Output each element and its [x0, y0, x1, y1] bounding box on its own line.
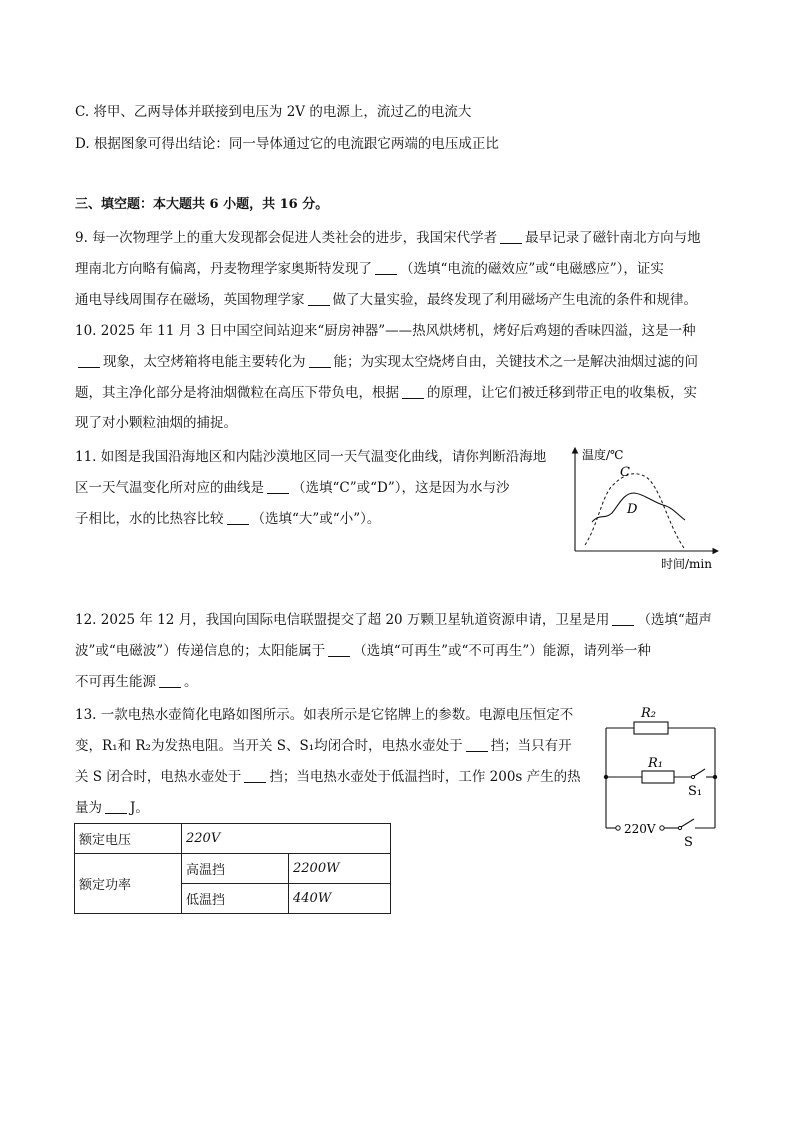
- rated-voltage-label: 额定电压: [75, 824, 182, 854]
- section-title: 三、填空题：本大题共 6 小题，共 16 分。: [75, 197, 329, 212]
- answer-blank[interactable]: [78, 353, 100, 368]
- answer-blank[interactable]: [227, 510, 249, 525]
- q12-text: 波”或“电磁波”）传递信息的；太阳能属于: [75, 643, 326, 659]
- switch-s1: [694, 769, 705, 776]
- answer-blank[interactable]: [105, 799, 127, 814]
- answer-blank[interactable]: [402, 384, 424, 399]
- q13-line4: [75, 798, 149, 818]
- s-label: S: [684, 835, 693, 850]
- q11-line3: [75, 509, 380, 529]
- curve-c-label: C: [620, 465, 630, 480]
- r2-label: R₂: [641, 706, 656, 721]
- q13-line1: 13. 一款电热水壶简化电路如图所示。如表所示是它铭牌上的参数。电源电压恒定不: [75, 707, 574, 723]
- q9-text: 最早记录了磁针南北方向与地: [525, 230, 701, 246]
- q9-text: 理南北方向略有偏离，丹麦物理学家奥斯特发现了: [75, 261, 372, 277]
- table-row: [75, 854, 391, 884]
- q9-line3: [75, 290, 697, 310]
- q11-text: 区一天气温变化所对应的曲线是: [75, 480, 264, 496]
- r1-label: R₁: [648, 756, 663, 771]
- q9-line2: [75, 259, 664, 279]
- q12-text: （选填“可再生”或“不可再生”）能源，请列举一种: [353, 643, 651, 659]
- q12-text: （选填“超声: [637, 612, 712, 628]
- q11-line2: [75, 478, 510, 498]
- rated-power-label: 额定功率: [75, 854, 182, 914]
- q13-text: 量为: [75, 800, 102, 816]
- answer-blank[interactable]: [308, 291, 330, 306]
- resistor-r1: [642, 771, 674, 783]
- q13-text: 关 S 闭合时，电热水壶处于: [75, 769, 242, 785]
- q12-text: 。: [184, 674, 198, 690]
- q10-line3: [75, 383, 697, 403]
- table-row: [75, 824, 391, 854]
- q10-text: 的原理，让它们被迁移到带正电的收集板，实: [427, 385, 697, 401]
- q10-text: 能；为实现太空烧烤自由，关键技术之一是解决油烟过滤的问: [333, 354, 698, 370]
- q9-text: 做了大量实验，最终发现了利用磁场产生电流的条件和规律。: [332, 292, 697, 308]
- q12-text: 不可再生能源: [75, 674, 156, 690]
- q11-line1: 11. 如图是我国沿海地区和内陆沙漠地区同一天气温变化曲线，请你判断沿海地: [75, 449, 547, 465]
- q13-text: J。: [130, 800, 149, 816]
- q9-text: 通电导线周围存在磁场，英国物理学家: [75, 292, 305, 308]
- circuit-diagram: [596, 700, 726, 852]
- rating-table: [74, 823, 391, 914]
- q10-line4: 现了对小颗粒油烟的捕捉。: [75, 415, 237, 431]
- answer-blank[interactable]: [328, 642, 350, 657]
- q13-line3: [75, 767, 581, 787]
- answer-blank[interactable]: [375, 260, 397, 275]
- x-axis-label: 时间/min: [661, 557, 712, 571]
- q12-text: 12. 2025 年 12 月，我国向国际电信联盟提交了超 20 万颗卫星轨道资源申请，卫星是用: [75, 612, 610, 628]
- option-c: C. 将甲、乙两导体并联接到电压为 2V 的电源上，流过乙的电流大: [75, 104, 472, 120]
- rated-voltage-value: 220V: [182, 824, 391, 854]
- answer-blank[interactable]: [500, 229, 522, 244]
- y-axis-label: 温度/℃: [582, 448, 624, 462]
- q11-text: 子相比，水的比热容比较: [75, 511, 224, 527]
- q13-text: 变，R₁和 R₂为发热电阻。当开关 S、S₁均闭合时，电热水壶处于: [75, 738, 463, 754]
- high-gear-value: 2200W: [289, 854, 391, 884]
- q10-line2: [75, 352, 698, 372]
- q11-text: （选填“C”或“D”），这是因为水与沙: [292, 480, 510, 496]
- answer-blank[interactable]: [267, 479, 289, 494]
- q9-text: 9. 每一次物理学上的重大发现都会促进人类社会的进步，我国宋代学者: [75, 230, 498, 246]
- resistor-r2: [634, 722, 668, 734]
- answer-blank[interactable]: [466, 737, 488, 752]
- q13-text: 挡；当电热水壶处于低温挡时，工作 200s 产生的热: [269, 769, 581, 785]
- q13-line2: [75, 736, 572, 756]
- q10-text: 题，其主净化部分是将油烟微粒在高压下带负电，根据: [75, 385, 399, 401]
- q9-text: （选填“电流的磁效应”或“电磁感应”），证实: [400, 261, 664, 277]
- switch-s: [681, 819, 694, 827]
- answer-blank[interactable]: [159, 673, 181, 688]
- q12-line2: [75, 641, 651, 661]
- s1-label: S₁: [688, 784, 703, 799]
- q10-text: 现象，太空烤箱将电能主要转化为: [103, 354, 306, 370]
- curve-d-label: D: [627, 502, 638, 517]
- answer-blank[interactable]: [244, 768, 266, 783]
- voltage-label: 220V: [624, 822, 656, 836]
- answer-blank[interactable]: [612, 611, 634, 626]
- q12-line3: [75, 672, 198, 692]
- curve-d: [592, 493, 685, 522]
- option-d: D. 根据图象可得出结论：同一导体通过它的电流跟它两端的电压成正比: [75, 136, 499, 152]
- q10-line1: 10. 2025 年 11 月 3 日中国空间站迎来“厨房神器”——热风烘烤机，烤好后鸡翅的香味四溢，这是一种: [75, 323, 696, 339]
- temperature-graph: [568, 440, 728, 575]
- low-gear-label: 低温挡: [182, 884, 289, 914]
- high-gear-label: 高温挡: [182, 854, 289, 884]
- q11-text: （选填“大”或“小”）。: [251, 511, 381, 527]
- answer-blank[interactable]: [309, 353, 331, 368]
- low-gear-value: 440W: [289, 884, 391, 914]
- q9-line1: [75, 228, 701, 248]
- q13-text: 挡；当只有开: [490, 738, 572, 754]
- q12-line1: [75, 610, 712, 630]
